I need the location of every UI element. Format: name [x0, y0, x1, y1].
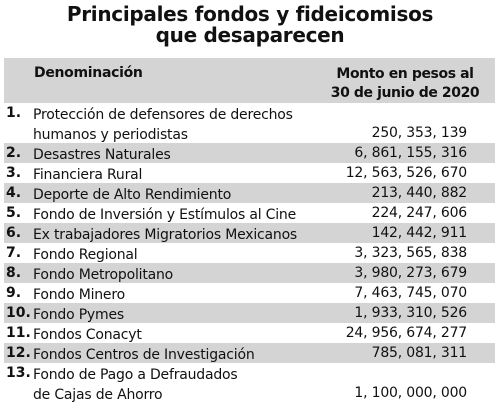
row-name: Deporte de Alto Rendimiento — [33, 187, 232, 203]
header-monto-line-1: Monto en pesos al — [336, 66, 474, 82]
row-number: 3. — [6, 165, 22, 181]
row-name: Desastres Naturales — [33, 147, 171, 163]
row-amount: 142, 442, 911 — [371, 225, 467, 241]
table-row — [4, 183, 495, 203]
table-row — [4, 323, 495, 343]
row-name: Fondo Regional — [33, 247, 138, 263]
row-name-line-1: Fondo de Pago a Defraudados — [33, 367, 238, 383]
row-amount: 12, 563, 526, 670 — [345, 165, 467, 181]
row-number: 5. — [6, 205, 22, 221]
row-name — [33, 365, 333, 405]
row-number: 6. — [6, 225, 22, 241]
row-name: Fondos Conacyt — [33, 327, 142, 343]
table-header — [4, 58, 495, 103]
row-number: 13. — [6, 365, 31, 381]
row-amount: 213, 440, 882 — [371, 185, 467, 201]
row-amount: 7, 463, 745, 070 — [354, 285, 467, 301]
row-name-line-2: humanos y periodistas — [33, 127, 188, 143]
row-name: Financiera Rural — [33, 167, 143, 183]
table-row — [4, 283, 495, 303]
row-name: Ex trabajadores Migratorios Mexicanos — [33, 227, 298, 243]
table-body — [4, 103, 495, 403]
row-name-line-1: Protección de defensores de derechos — [33, 107, 293, 123]
row-number: 9. — [6, 285, 22, 301]
header-monto — [325, 65, 485, 103]
row-amount: 3, 980, 273, 679 — [354, 265, 467, 281]
row-name: Fondo Minero — [33, 287, 125, 303]
table-title — [0, 4, 500, 46]
row-number: 2. — [6, 145, 22, 161]
row-number: 7. — [6, 245, 22, 261]
title-line-2: que desaparecen — [155, 23, 345, 47]
row-number: 4. — [6, 185, 22, 201]
row-name — [33, 105, 333, 145]
row-amount: 1, 100, 000, 000 — [354, 385, 467, 401]
table-row — [4, 143, 495, 163]
row-amount: 3, 323, 565, 838 — [354, 245, 467, 261]
row-amount: 1, 933, 310, 526 — [354, 305, 467, 321]
table-row — [4, 203, 495, 223]
row-number: 1. — [6, 105, 22, 121]
table-row — [4, 263, 495, 283]
row-name: Fondo de Inversión y Estímulos al Cine — [33, 207, 297, 223]
row-name: Fondo Pymes — [33, 307, 124, 323]
table-row — [4, 343, 495, 363]
row-amount: 24, 956, 674, 277 — [345, 325, 467, 341]
row-number: 12. — [6, 345, 31, 361]
table-row — [4, 103, 495, 143]
title-line-1: Principales fondos y fideicomisos — [66, 2, 434, 26]
row-name-line-2: de Cajas de Ahorro — [33, 387, 163, 403]
row-number: 11. — [6, 325, 31, 341]
row-name: Fondos Centros de Investigación — [33, 347, 255, 363]
table-row — [4, 163, 495, 183]
row-number: 8. — [6, 265, 22, 281]
table-row — [4, 223, 495, 243]
header-denominacion: Denominación — [34, 65, 143, 81]
row-amount: 250, 353, 139 — [371, 125, 467, 141]
row-name: Fondo Metropolitano — [33, 267, 174, 283]
table-row — [4, 303, 495, 323]
row-amount: 6, 861, 155, 316 — [354, 145, 467, 161]
header-monto-line-2: 30 de junio de 2020 — [330, 85, 480, 101]
table-row — [4, 243, 495, 263]
row-number: 10. — [6, 305, 31, 321]
table-row — [4, 363, 495, 403]
row-amount: 224, 247, 606 — [371, 205, 467, 221]
row-amount: 785, 081, 311 — [371, 345, 467, 361]
